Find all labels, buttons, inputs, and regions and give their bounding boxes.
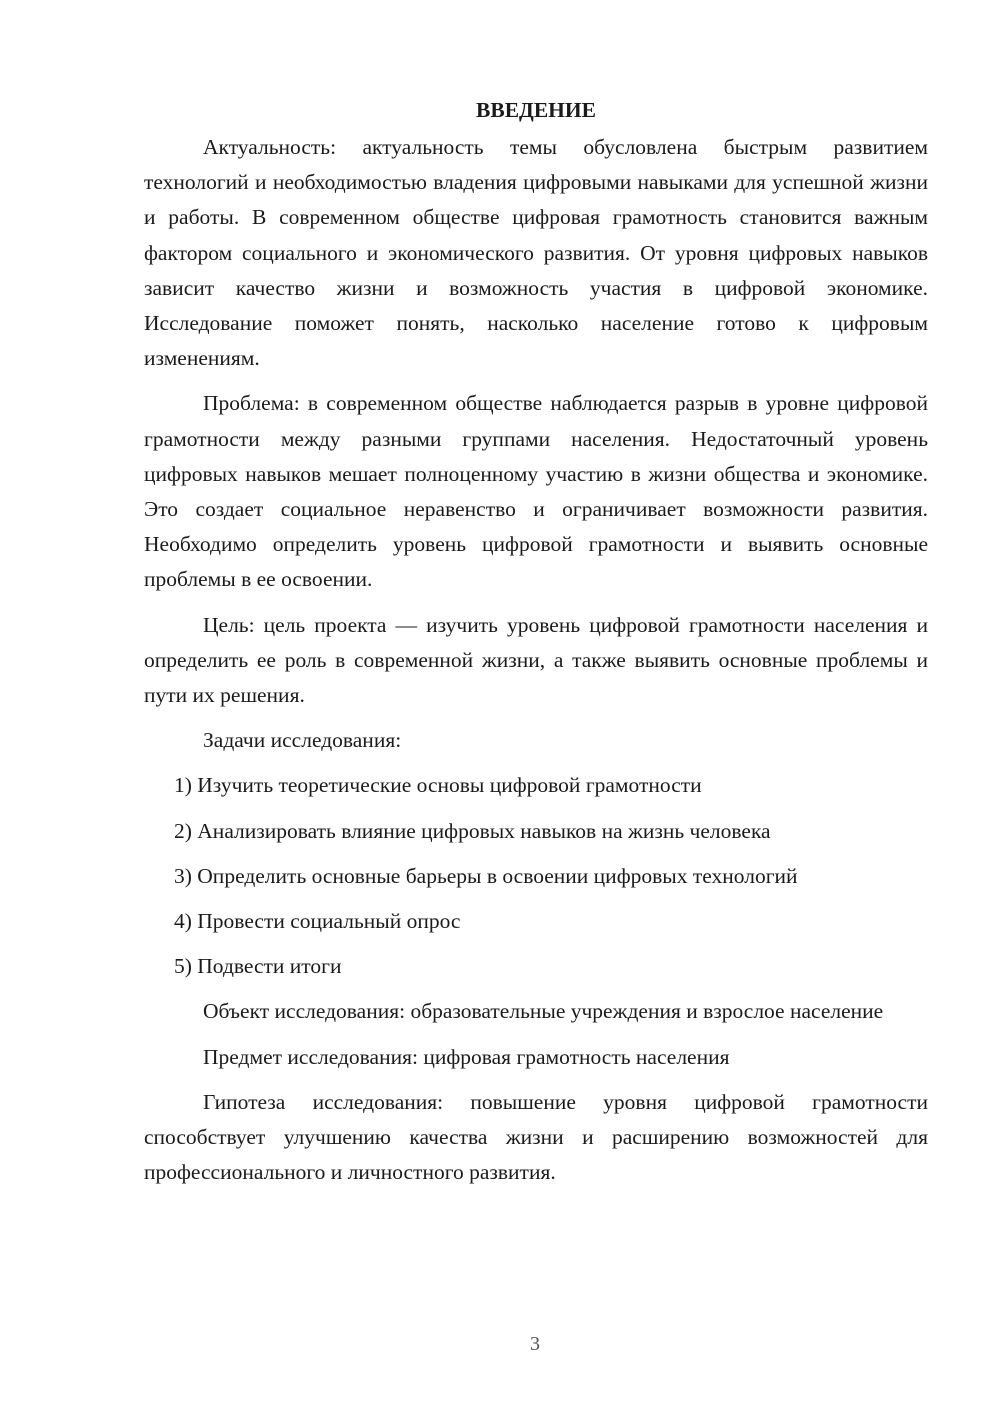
- task-item: 4) Провести социальный опрос: [174, 909, 461, 934]
- task-item: 2) Анализировать влияние цифровых навыков на жизнь человека: [174, 818, 771, 843]
- subject-paragraph: Предмет исследования: цифровая грамотность населения: [203, 1044, 730, 1069]
- problem-paragraph: Проблема: в современном обществе наблюдается разрыв в уровне цифровой грамотности между разными группами населения. Недостаточный уровень цифровых навыков мешает полноценному участию в жизни общества и экономике. Это создает социальное неравенство и ограничивает возможности развития. Необходимо определить уровень цифровой грамотности и выявить основные проблемы в ее освоении.: [144, 391, 928, 592]
- hypothesis-paragraph: Гипотеза исследования: повышение уровня цифровой грамотности способствует улучшению качества жизни и расширению возможностей для профессионального и личностного развития.: [144, 1089, 928, 1185]
- page-number: 3: [530, 1333, 540, 1355]
- object-paragraph: Объект исследования: образовательные учреждения и взрослое население: [203, 999, 884, 1024]
- relevance-paragraph: Актуальность: актуальность темы обусловлена быстрым развитием технологий и необходимостью владения цифровыми навыками для успешной жизни и работы. В современном обществе цифровая грамотность становится важным фактором социального и экономического развития. От уровня цифровых навыков зависит качество жизни и возможность участия в цифровой экономике. Исследование поможет понять, насколько население готово к цифровым изменениям.: [144, 135, 928, 371]
- task-item: 3) Определить основные барьеры в освоении цифровых технологий: [174, 863, 798, 888]
- page-content: [144, 92, 928, 1200]
- task-item: 5) Подвести итоги: [174, 954, 342, 979]
- task-item: 1) Изучить теоретические основы цифровой грамотности: [174, 773, 702, 798]
- goal-paragraph: Цель: цель проекта — изучить уровень цифровой грамотности населения и определить ее роль в современной жизни, а также выявить основные проблемы и пути их решения.: [144, 612, 928, 708]
- tasks-intro: Задачи исследования:: [203, 728, 402, 753]
- page-title: ВВЕДЕНИЕ: [476, 98, 596, 122]
